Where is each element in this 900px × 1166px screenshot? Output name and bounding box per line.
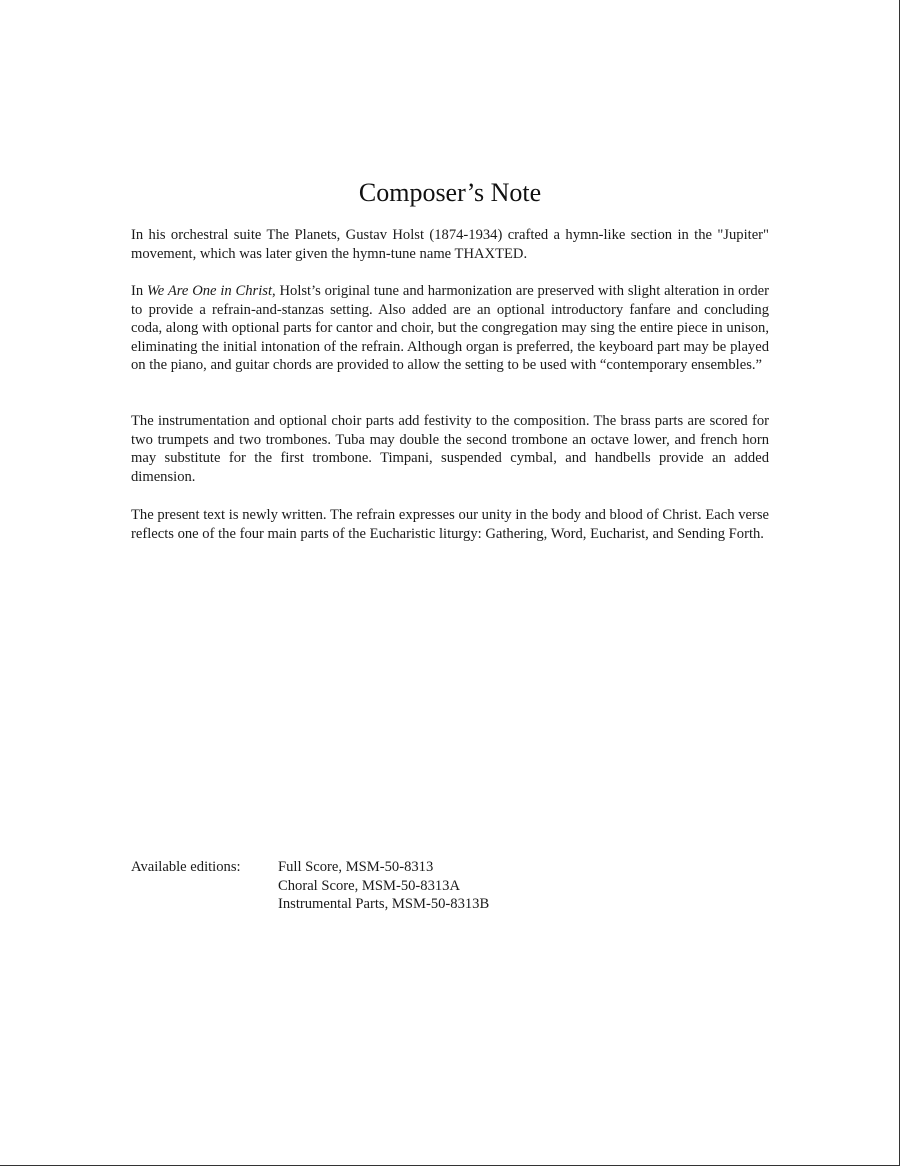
paragraph-intro: In his orchestral suite The Planets, Gustav Holst (1874-1934) crafted a hymn-like section in the "Jupiter" movement, which was later given the hymn-tune name THAXTED. [131, 227, 769, 262]
paragraph-arrangement-rest: , Holst’s original tune and harmonization are preserved with slight alteration in order to provide a refrain-and-stanzas setting. Also added are an optional introductory fanfare and concluding coda, along with optional parts for cantor and choir, but the congregation may sing the entire piece in unison, eliminating the initial intonation of the refrain. Although organ is preferred, the keyboard part may be played on the piano, and guitar chords are provided to allow the setting to be used with “contemporary ensembles.” [131, 283, 769, 374]
page-title: Composer’s Note [358, 178, 542, 207]
editions-label: Available editions: [131, 859, 241, 875]
piece-title-italic: We Are One in Christ [146, 283, 273, 299]
edition-item: Choral Score, MSM-50-8313A [278, 877, 461, 894]
paragraph-text: The present text is newly written. The refrain expresses our unity in the body and blood of Christ. Each verse reflects one of the four main parts of the Eucharistic liturgy: Gathering, Word, Eucharist, and Sending Forth. [131, 507, 769, 542]
editions-list [278, 858, 489, 914]
paragraph-instrumentation: The instrumentation and optional choir parts add festivity to the composition. The brass parts are scored for two trumpets and two trombones. Tuba may double the second trombone an octave lower, and french horn may substitute for the first trombone. Timpani, suspended cymbal, and handbells provide an added dimension. [131, 413, 769, 485]
paragraph-arrangement [131, 282, 769, 375]
paragraph-arrangement-lead: In [131, 283, 147, 299]
edition-item: Full Score, MSM-50-8313 [278, 859, 434, 875]
edition-item: Instrumental Parts, MSM-50-8313B [278, 896, 490, 913]
